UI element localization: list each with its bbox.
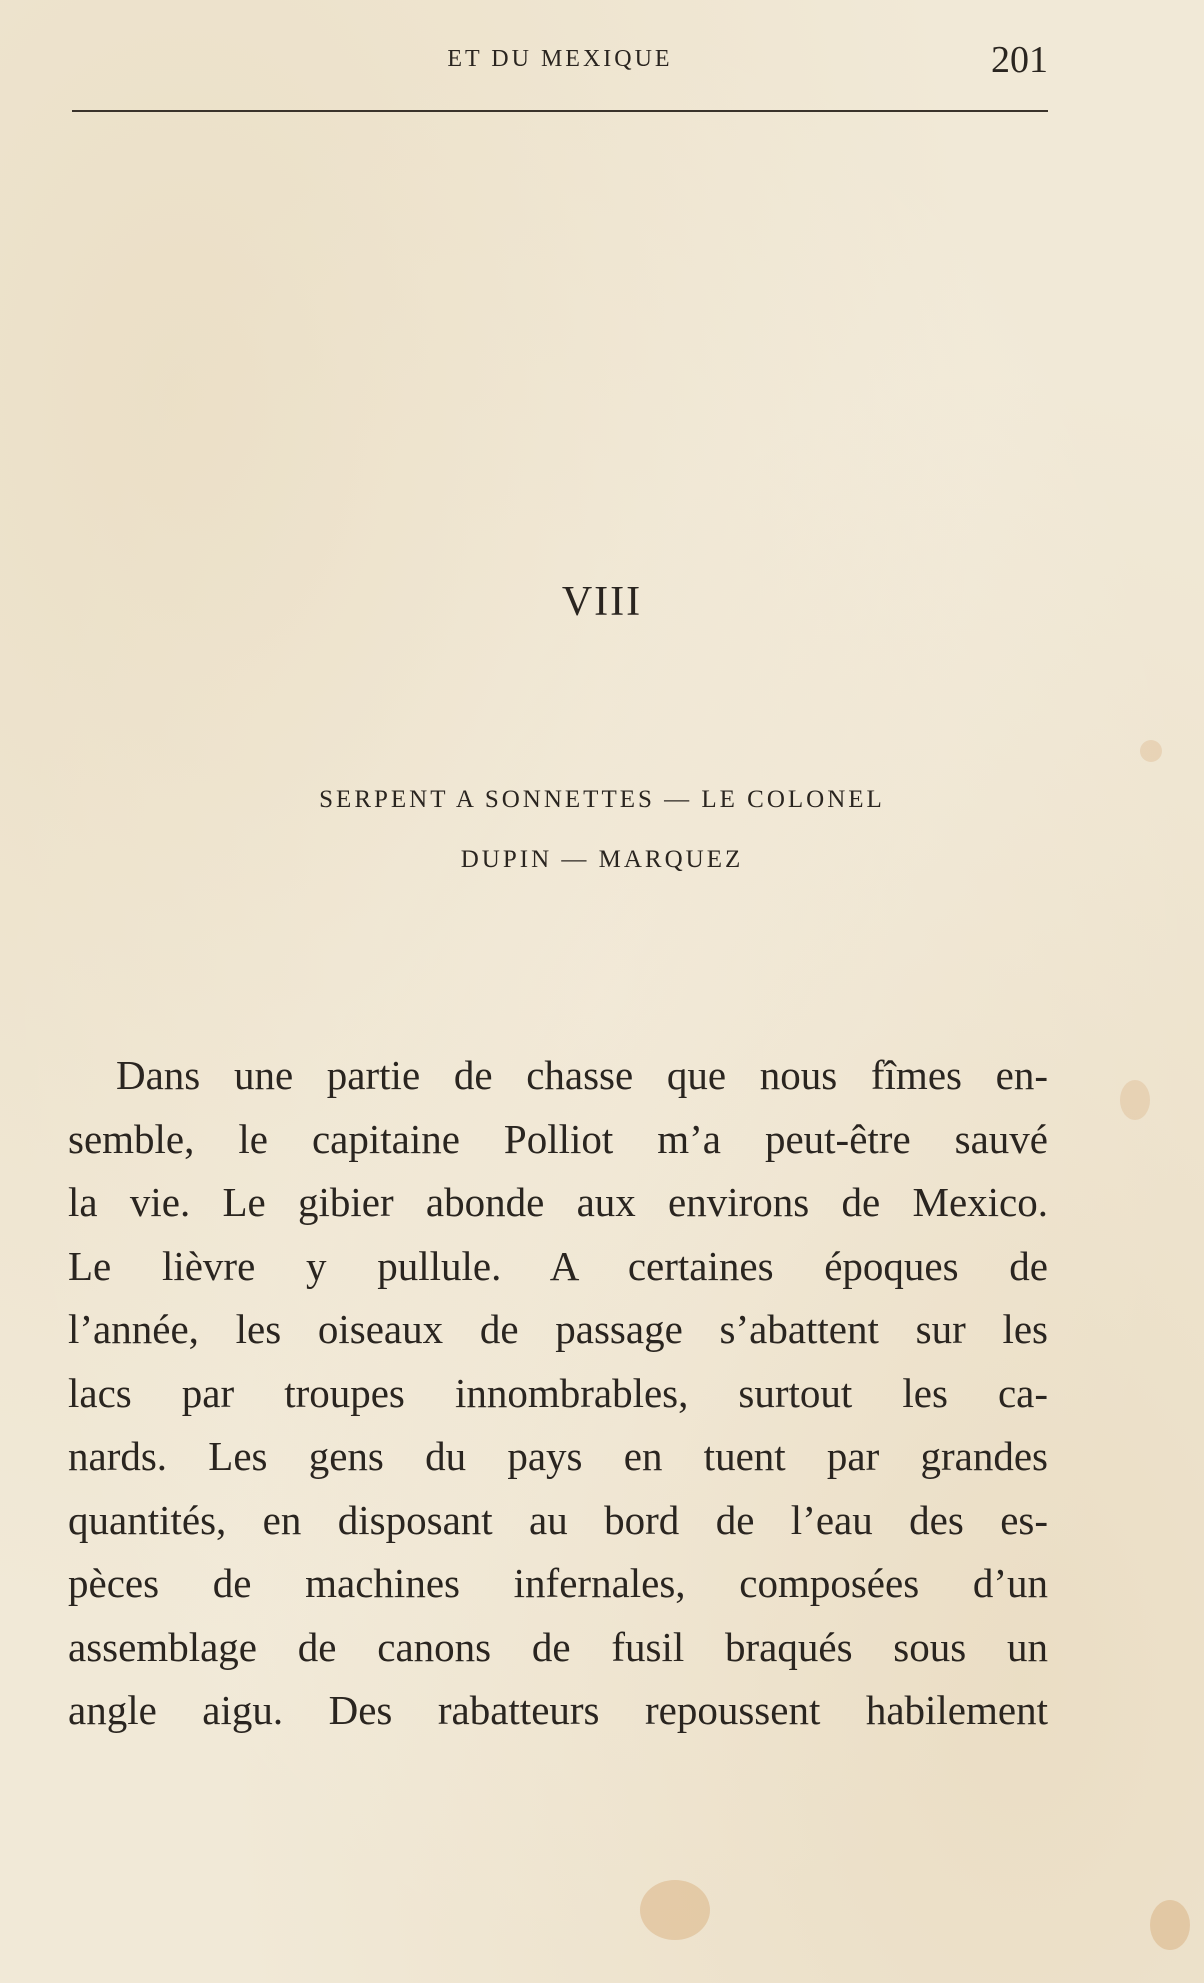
text-line: nards. Les gens du pays en tuent par grandes: [68, 1433, 1048, 1479]
running-header: [72, 38, 1048, 88]
text-line: la vie. Le gibier abonde aux environs de Mexico.: [68, 1179, 1048, 1225]
foxing-stain: [1120, 1080, 1150, 1120]
chapter-number: VIII: [561, 579, 643, 625]
text-line: Dans une partie de chasse que nous fîmes en-: [116, 1052, 1048, 1098]
text-line: quantités, en disposant au bord de l’eau des es-: [68, 1496, 1048, 1543]
text-line: Le lièvre y pullule. A certaines époques de: [68, 1242, 1048, 1289]
text-line: lacs par troupes innombrables, surtout les ca-: [68, 1369, 1048, 1416]
chapter-title-line: SERPENT A SONNETTES — LE COLONEL: [319, 786, 885, 813]
foxing-stain: [640, 1880, 710, 1940]
chapter-title: [100, 770, 1104, 890]
text-line: pèces de machines infernales, composées d’un: [68, 1560, 1048, 1606]
page-number: 201: [991, 39, 1048, 81]
foxing-stain: [1150, 1900, 1190, 1950]
foxing-stain: [1140, 740, 1162, 762]
body-paragraph: [68, 1044, 1048, 1743]
running-title: ET DU MEXIQUE: [447, 46, 673, 72]
chapter-title-line: DUPIN — MARQUEZ: [460, 846, 744, 873]
text-line: angle aigu. Des rabatteurs repoussent habilement: [68, 1687, 1048, 1733]
header-rule: [72, 110, 1048, 112]
text-line: semble, le capitaine Polliot m’a peut-être sauvé: [68, 1115, 1048, 1162]
text-line: l’année, les oiseaux de passage s’abattent sur les: [68, 1306, 1048, 1352]
text-line: assemblage de canons de fusil braqués sous un: [68, 1623, 1048, 1670]
